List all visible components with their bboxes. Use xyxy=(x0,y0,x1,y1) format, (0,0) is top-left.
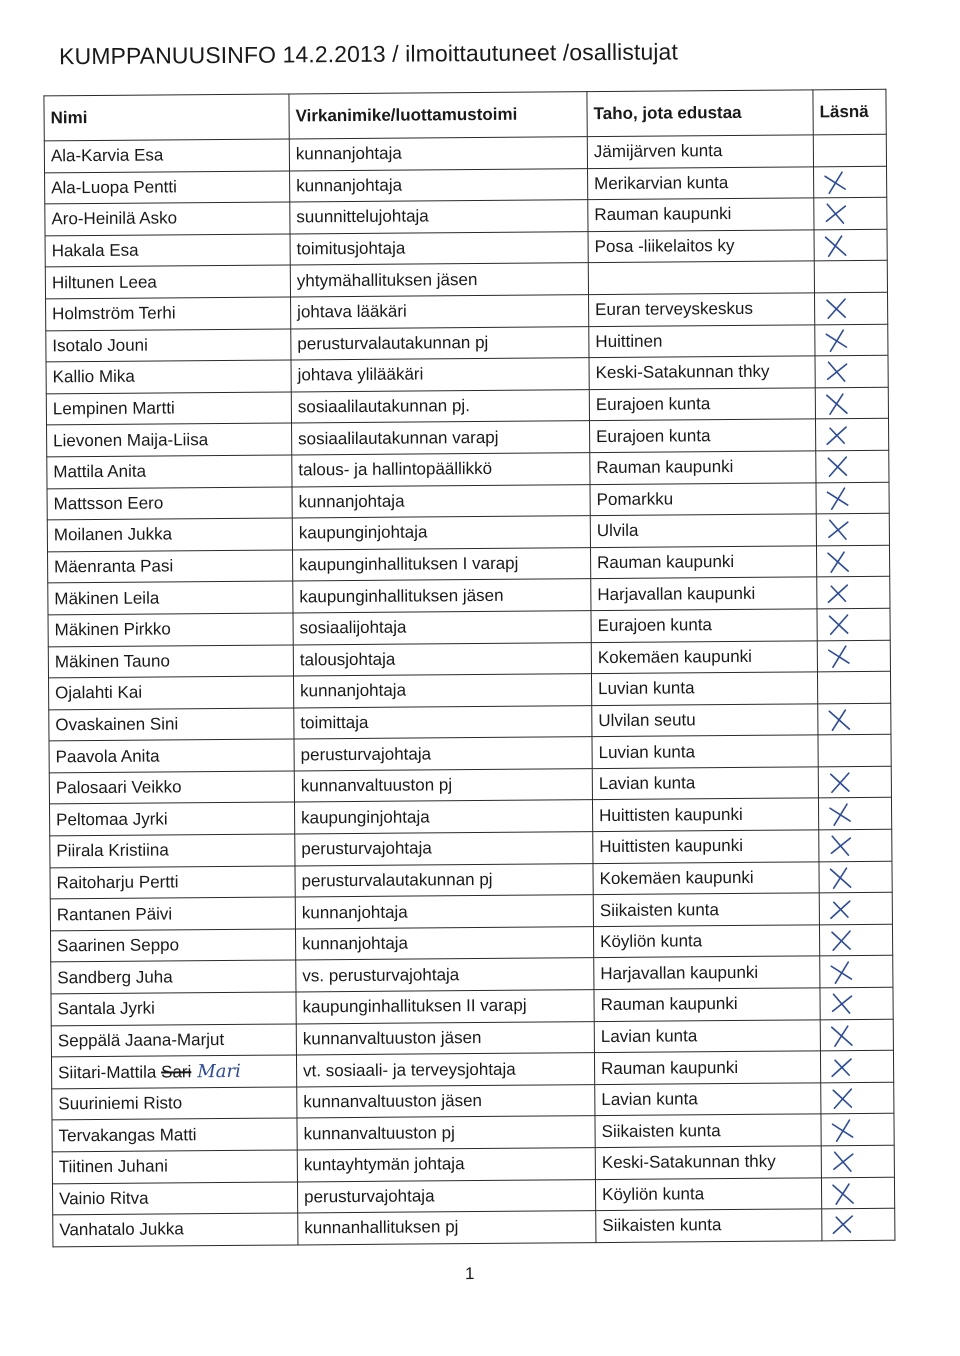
handwritten-x-icon xyxy=(825,864,855,890)
participant-name xyxy=(50,897,295,931)
participant-title: toimittaja xyxy=(294,705,592,739)
header-org: Taho, jota edustaa xyxy=(587,90,813,137)
participant-organization: Luvian kunta xyxy=(592,735,818,768)
participant-title: kunnanjohtaja xyxy=(290,168,588,202)
participant-title: suunnittelujohtaja xyxy=(290,200,588,234)
participant-title: kunnanjohtaja xyxy=(289,137,587,171)
participant-name-text: Tervakangas Matti xyxy=(58,1124,197,1146)
handwritten-x-icon xyxy=(827,1022,857,1048)
presence-cell xyxy=(821,1114,894,1146)
participant-name-text: Santala Jyrki xyxy=(57,998,156,1019)
participant-organization: Rauman kaupunki xyxy=(590,546,816,579)
handwritten-x-icon xyxy=(826,990,856,1016)
handwritten-x-icon xyxy=(826,959,856,985)
participant-title: sosiaalijohtaja xyxy=(293,611,591,645)
participant-title: talousjohtaja xyxy=(293,642,591,676)
handwritten-x-icon xyxy=(821,295,851,321)
presence-cell xyxy=(817,608,890,640)
presence-cell xyxy=(819,829,892,861)
presence-cell xyxy=(814,166,887,198)
presence-cell xyxy=(819,893,892,925)
handwritten-x-icon xyxy=(821,232,851,258)
participant-organization: Köyliön kunta xyxy=(593,925,819,958)
header-present: Läsnä xyxy=(813,89,886,135)
participant-name xyxy=(47,455,292,489)
participant-name xyxy=(51,992,296,1026)
participant-organization: Rauman kaupunki xyxy=(588,198,814,231)
presence-cell xyxy=(818,766,891,798)
participant-title: talous- ja hallintopäällikkö xyxy=(292,453,590,487)
participant-name-text: Peltomaa Jyrki xyxy=(56,809,168,830)
participant-organization: Keski-Satakunnan thky xyxy=(595,1146,821,1179)
participant-name xyxy=(52,1118,297,1152)
handwritten-x-icon xyxy=(821,327,851,353)
participant-title: kunnanhallituksen pj xyxy=(298,1211,596,1245)
participant-name xyxy=(48,644,293,678)
presence-cell xyxy=(816,450,889,482)
participant-title: kaupunginhallituksen jäsen xyxy=(293,579,591,613)
participant-name-text: Mattila Anita xyxy=(53,461,147,482)
participant-organization: Euran terveyskeskus xyxy=(589,293,815,326)
participant-name xyxy=(51,1024,296,1058)
participant-organization: Rauman kaupunki xyxy=(590,451,816,484)
participant-title: perusturvalautakunnan pj xyxy=(295,863,593,897)
page-number: 1 xyxy=(464,1264,475,1284)
presence-cell xyxy=(815,292,888,324)
participant-organization: Siikaisten kunta xyxy=(593,893,819,926)
participant-name xyxy=(46,392,291,426)
participant-name xyxy=(51,1055,296,1089)
handwritten-x-icon xyxy=(828,1212,858,1238)
handwritten-x-icon xyxy=(823,485,853,511)
participant-organization: Huittinen xyxy=(589,324,815,357)
presence-cell xyxy=(821,1177,894,1209)
presence-cell xyxy=(822,1208,895,1240)
participant-name xyxy=(45,202,290,236)
participants-table xyxy=(43,89,895,1247)
participant-title: kunnanjohtaja xyxy=(295,895,593,929)
participant-name xyxy=(49,676,294,710)
participant-title: johtava ylilääkäri xyxy=(291,358,589,392)
participant-title: sosiaalilautakunnan varapj xyxy=(292,421,590,455)
handwritten-x-icon xyxy=(828,1148,858,1174)
handwritten-x-icon xyxy=(822,390,852,416)
participant-title: perusturvajohtaja xyxy=(295,832,593,866)
participant-name-text: Raitoharju Pertti xyxy=(56,872,179,893)
participant-name xyxy=(49,802,294,836)
participant-name-text: Aro-Heinilä Asko xyxy=(51,208,178,229)
presence-cell xyxy=(819,924,892,956)
participant-organization: Lavian kunta xyxy=(595,1083,821,1116)
participant-name xyxy=(46,297,291,331)
participant-organization: Huittisten kaupunki xyxy=(593,830,819,863)
participant-organization: Rauman kaupunki xyxy=(594,1051,820,1084)
participant-name-text: Ala-Luopa Pentti xyxy=(51,177,177,198)
presence-cell xyxy=(817,640,890,672)
participant-name-text: Seppälä Jaana-Marjut xyxy=(57,1029,225,1051)
participant-name xyxy=(52,1150,297,1184)
participant-organization: Ulvila xyxy=(590,514,816,547)
participant-name xyxy=(52,1087,297,1121)
handwritten-x-icon xyxy=(826,927,856,953)
handwritten-x-icon xyxy=(820,201,850,227)
table-header-row xyxy=(44,89,886,141)
participant-organization: Ulvilan seutu xyxy=(592,704,818,737)
handwritten-x-icon xyxy=(824,611,854,637)
participant-name-text: Moilanen Jukka xyxy=(53,524,173,545)
presence-cell xyxy=(815,324,888,356)
presence-cell xyxy=(820,1050,893,1082)
presence-cell xyxy=(817,671,890,703)
participant-name-text: Sandberg Juha xyxy=(57,967,173,988)
participant-name-text: Mäkinen Leila xyxy=(54,588,160,608)
participant-name xyxy=(50,866,295,900)
presence-cell xyxy=(820,956,893,988)
participant-name xyxy=(49,771,294,805)
handwritten-x-icon xyxy=(827,1117,857,1143)
participant-organization: Luvian kunta xyxy=(591,672,817,705)
participant-organization: Kokemäen kaupunki xyxy=(593,861,819,894)
participant-title: yhtymähallituksen jäsen xyxy=(290,263,588,297)
participant-name xyxy=(49,708,294,742)
participant-title: kunnanjohtaja xyxy=(293,674,591,708)
struck-first-name: Sari xyxy=(161,1062,192,1082)
participant-name-text: Paavola Anita xyxy=(55,746,160,766)
participant-name-text: Mäenranta Pasi xyxy=(54,556,174,577)
participant-title: kunnanjohtaja xyxy=(292,484,590,518)
handwritten-x-icon xyxy=(820,169,850,195)
participant-name-text: Holmström Terhi xyxy=(52,303,176,324)
participant-name-text: Ojalahti Kai xyxy=(55,683,143,703)
participant-name-text: Vainio Ritva xyxy=(59,1188,149,1209)
participant-name xyxy=(51,960,296,994)
participant-title: kaupunginjohtaja xyxy=(292,516,590,550)
header-title: Virkanimike/luottamustoimi xyxy=(289,92,587,139)
participant-organization: Jämijärven kunta xyxy=(587,135,813,168)
participant-name-text: Mattsson Eero xyxy=(53,493,164,514)
participant-name-text: Ala-Karvia Esa xyxy=(50,145,164,166)
handwritten-x-icon xyxy=(824,643,854,669)
handwritten-x-icon xyxy=(823,516,853,542)
participant-name-text: Hakala Esa xyxy=(51,240,139,261)
handwritten-x-icon xyxy=(823,548,853,574)
presence-cell xyxy=(818,703,891,735)
participant-name-text: Rantanen Päivi xyxy=(56,903,173,924)
participant-name-text: Mäkinen Tauno xyxy=(54,651,170,672)
participant-organization: Siikaisten kunta xyxy=(596,1209,822,1242)
participant-name xyxy=(46,329,291,363)
presence-cell xyxy=(815,387,888,419)
participant-title: kunnanvaltuuston pj xyxy=(294,768,592,802)
participant-organization: Köyliön kunta xyxy=(595,1177,821,1210)
presence-cell xyxy=(820,1019,893,1051)
participant-name xyxy=(46,360,291,394)
participant-title: johtava lääkäri xyxy=(291,295,589,329)
participant-title: kaupunginhallituksen II varapj xyxy=(296,990,594,1024)
participant-organization: Posa -liikelaitos ky xyxy=(588,230,814,263)
participant-name xyxy=(49,739,294,773)
header-name: Nimi xyxy=(44,94,289,141)
participant-name-text: Tiitinen Juhani xyxy=(58,1156,168,1177)
handwritten-x-icon xyxy=(828,1180,858,1206)
presence-cell xyxy=(814,229,887,261)
participant-name xyxy=(45,234,290,268)
participant-name-text: Mäkinen Pirkko xyxy=(54,619,171,640)
participant-organization: Huittisten kaupunki xyxy=(592,798,818,831)
participant-title: kunnanvaltuuston jäsen xyxy=(297,1084,595,1118)
presence-cell xyxy=(820,987,893,1019)
participant-name xyxy=(45,171,290,205)
participant-name-text: Lempinen Martti xyxy=(52,398,175,419)
participant-name-text: Isotalo Jouni xyxy=(52,335,148,356)
handwritten-x-icon xyxy=(827,1054,857,1080)
participant-organization: Harjavallan kaupunki xyxy=(591,577,817,610)
participant-name-text: Kallio Mika xyxy=(52,367,135,387)
participant-name xyxy=(47,487,292,521)
participant-name-text: Vanhatalo Jukka xyxy=(59,1219,184,1240)
presence-cell xyxy=(813,134,886,166)
participant-name xyxy=(53,1213,298,1247)
handwritten-x-icon xyxy=(822,453,852,479)
participant-organization xyxy=(588,261,814,294)
presence-cell xyxy=(815,419,888,451)
participant-title: perusturvajohtaja xyxy=(297,1179,595,1213)
participant-organization: Eurajoen kunta xyxy=(590,419,816,452)
presence-cell xyxy=(816,513,889,545)
participant-organization: Lavian kunta xyxy=(592,767,818,800)
participant-name-text: Saarinen Seppo xyxy=(57,935,180,956)
presence-cell xyxy=(819,861,892,893)
participant-title: kaupunginhallituksen I varapj xyxy=(293,547,591,581)
participant-name-text: Suuriniemi Risto xyxy=(58,1093,183,1114)
participant-title: kunnanvaltuuston jäsen xyxy=(296,1021,594,1055)
table-row xyxy=(53,1208,895,1246)
handwritten-x-icon xyxy=(825,801,855,827)
participant-title: vs. perusturvajohtaja xyxy=(296,958,594,992)
participant-name-text: Ovaskainen Sini xyxy=(55,714,179,735)
participant-name xyxy=(48,550,293,584)
participant-title: toimitusjohtaja xyxy=(290,231,588,265)
participant-name xyxy=(52,1182,297,1216)
participant-organization: Keski-Satakunnan thky xyxy=(589,356,815,389)
handwritten-x-icon xyxy=(823,580,853,606)
participant-name xyxy=(47,518,292,552)
handwritten-x-icon xyxy=(827,1085,857,1111)
participant-name-text: Siitari-Mattila xyxy=(58,1062,157,1083)
participant-title: perusturvalautakunnan pj xyxy=(291,326,589,360)
participant-name xyxy=(44,139,289,173)
handwritten-x-icon xyxy=(825,832,855,858)
table-body xyxy=(44,134,895,1246)
participant-organization: Lavian kunta xyxy=(594,1019,820,1052)
participant-title: kaupunginjohtaja xyxy=(294,800,592,834)
participant-name-text: Hiltunen Leea xyxy=(51,272,157,293)
presence-cell xyxy=(818,798,891,830)
participant-name-text: Palosaari Veikko xyxy=(55,777,182,798)
participant-organization: Rauman kaupunki xyxy=(594,988,820,1021)
presence-cell xyxy=(816,482,889,514)
participant-name xyxy=(48,613,293,647)
document-title: KUMPPANUUSINFO 14.2.2013 / ilmoittautuneet /osallistujat xyxy=(59,38,678,70)
participant-title: kuntayhtymän johtaja xyxy=(297,1148,595,1182)
presence-cell xyxy=(814,261,887,293)
participant-organization: Kokemäen kaupunki xyxy=(591,640,817,673)
handwritten-x-icon xyxy=(824,706,854,732)
participant-name-text: Piirala Kristiina xyxy=(56,840,169,861)
presence-cell xyxy=(817,577,890,609)
presence-cell xyxy=(818,735,891,767)
participant-name xyxy=(50,834,295,868)
handwritten-x-icon xyxy=(826,896,856,922)
handwritten-correction: Mari xyxy=(197,1060,241,1083)
handwritten-x-icon xyxy=(822,422,852,448)
participant-name xyxy=(50,929,295,963)
handwritten-x-icon xyxy=(825,769,855,795)
participant-title: vt. sosiaali- ja terveysjohtaja xyxy=(296,1053,594,1087)
participant-title: perusturvajohtaja xyxy=(294,737,592,771)
participant-name xyxy=(48,581,293,615)
handwritten-x-icon xyxy=(822,359,852,385)
presence-cell xyxy=(816,545,889,577)
participant-organization: Merikarvian kunta xyxy=(588,166,814,199)
participant-name xyxy=(45,265,290,299)
participant-title: sosiaalilautakunnan pj. xyxy=(291,389,589,423)
participant-organization: Pomarkku xyxy=(590,482,816,515)
participant-organization: Eurajoen kunta xyxy=(589,388,815,421)
presence-cell xyxy=(815,355,888,387)
presence-cell xyxy=(821,1145,894,1177)
participant-organization: Siikaisten kunta xyxy=(595,1114,821,1147)
participant-organization: Eurajoen kunta xyxy=(591,609,817,642)
participant-title: kunnanvaltuuston pj xyxy=(297,1116,595,1150)
presence-cell xyxy=(821,1082,894,1114)
participant-title: kunnanjohtaja xyxy=(295,926,593,960)
presence-cell xyxy=(814,197,887,229)
participant-organization: Harjavallan kaupunki xyxy=(594,956,820,989)
participant-name-text: Lievonen Maija-Liisa xyxy=(53,429,209,450)
participant-name xyxy=(47,423,292,457)
